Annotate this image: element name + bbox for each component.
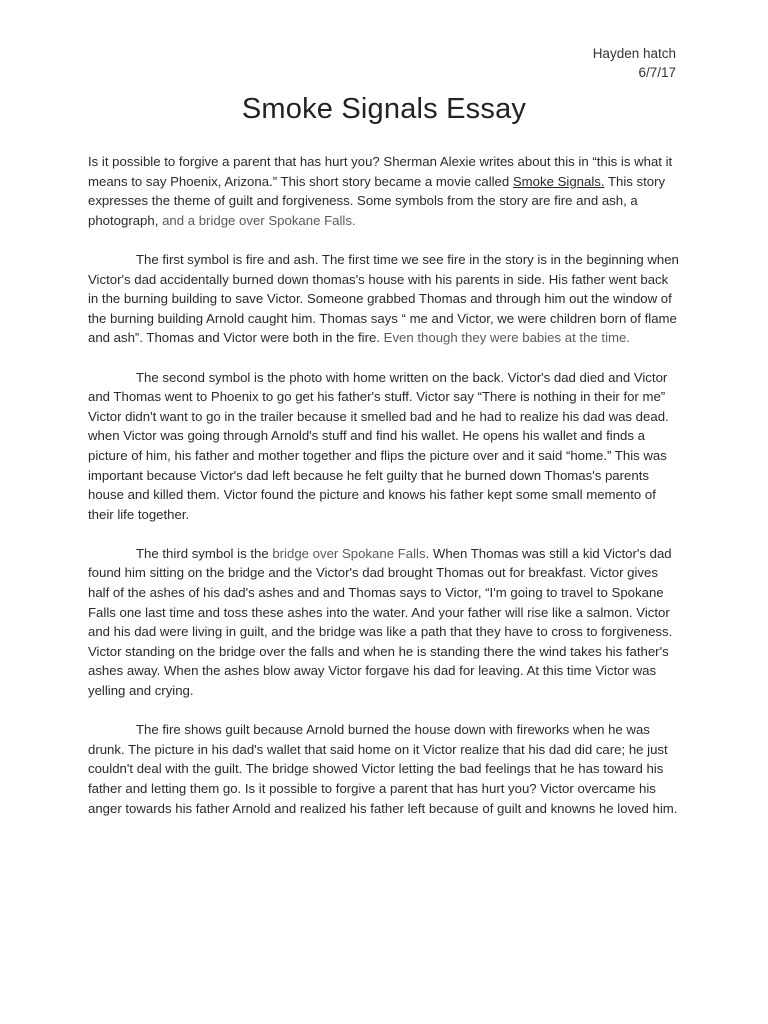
paragraph-text: Even though they were babies at the time. [383, 330, 630, 346]
paragraph-text: The fire shows guilt because Arnold burned the house down with fireworks when he was drunk. The picture in his dad's wallet that said home on it Victor realize that his dad did care; he just couldn't deal with the guilt. The bridge showed Victor letting the bad feelings that he has toward his father and letting them go. Is it possible to forgive a parent that has hurt you? Victor overcame his anger towards his father Arnold and realized his father left because of guilt and knowns he loved him. [88, 722, 678, 816]
paragraph-text: The second symbol is the photo with home written on the back. Victor's dad died and Victor and Thomas went to Phoenix to go get his father's stuff. Victor say “There is nothing in their for me” Victor didn't want to go in the trailer because it smelled bad and he had to realize his dad was dead. when Victor was going through Arnold's stuff and find his wallet. He opens his wallet and finds a picture of him, his father and mother together and flips the picture over and it said “home.” This was important because Victor's dad left because he felt guilty that he burned down Thomas's parents house and killed them. Victor found the picture and knows his father kept some small memento of their life together. [88, 369, 669, 522]
paragraph-text: The third symbol is the [136, 545, 273, 561]
underlined-title-text: Smoke Signals. [512, 173, 605, 189]
paragraph-text: and a bridge over Spokane Falls. [162, 212, 356, 228]
author-name: Hayden hatch [592, 46, 676, 61]
paragraph-text: Is it possible to forgive a parent that has hurt you? Sherman Alexie writes about this in “this is what it means to say Phoenix, Arizona.” This short story became a movie called [88, 154, 673, 189]
paragraph-text: This story expresses the theme of guilt and forgiveness. Some symbols from the story are fire and ash, a photograph, [88, 173, 666, 228]
essay-body [88, 152, 680, 838]
essay-title: Smoke Signals Essay [241, 93, 527, 125]
paragraph-text: The first symbol is fire and ash. The first time we see fire in the story is in the beginning when Victor's dad accidentally burned down thomas's house with his parents in side. His father went back in the burning building to save Victor. Someone grabbed Thomas and through him out the window of the burning building Arnold caught him. Thomas says “ me and Victor, we were children born of flame and ash”. Thomas and Victor were both in the fire. [88, 251, 679, 346]
header-block [593, 44, 676, 82]
paragraph-text: . When Thomas was still a kid Victor's dad found him sitting on the bridge and the Victor's dad brought Thomas out for breakfast. Victor gives half of the ashes of his dad's ashes and and Thomas says to Victor, “I'm going to travel to Spokane Falls one last time and toss these ashes into the water. And your father will rise like a salmon. Victor and his dad were living in guilt, and the bridge was like a path that they have to cross to forgiveness. Victor standing on the bridge over the falls and when he is standing there the wind takes his father's ashes away. When the ashes blow away Victor forgave his dad for leaving. At this time Victor was yelling and crying. [88, 545, 673, 699]
essay-paragraph [88, 368, 680, 525]
paragraph-text: bridge over Spokane Falls [272, 545, 426, 561]
essay-date: 6/7/17 [638, 65, 676, 80]
essay-paragraph [88, 250, 680, 348]
essay-paragraph [88, 152, 680, 230]
essay-paragraph [88, 720, 680, 818]
essay-paragraph [88, 544, 680, 701]
